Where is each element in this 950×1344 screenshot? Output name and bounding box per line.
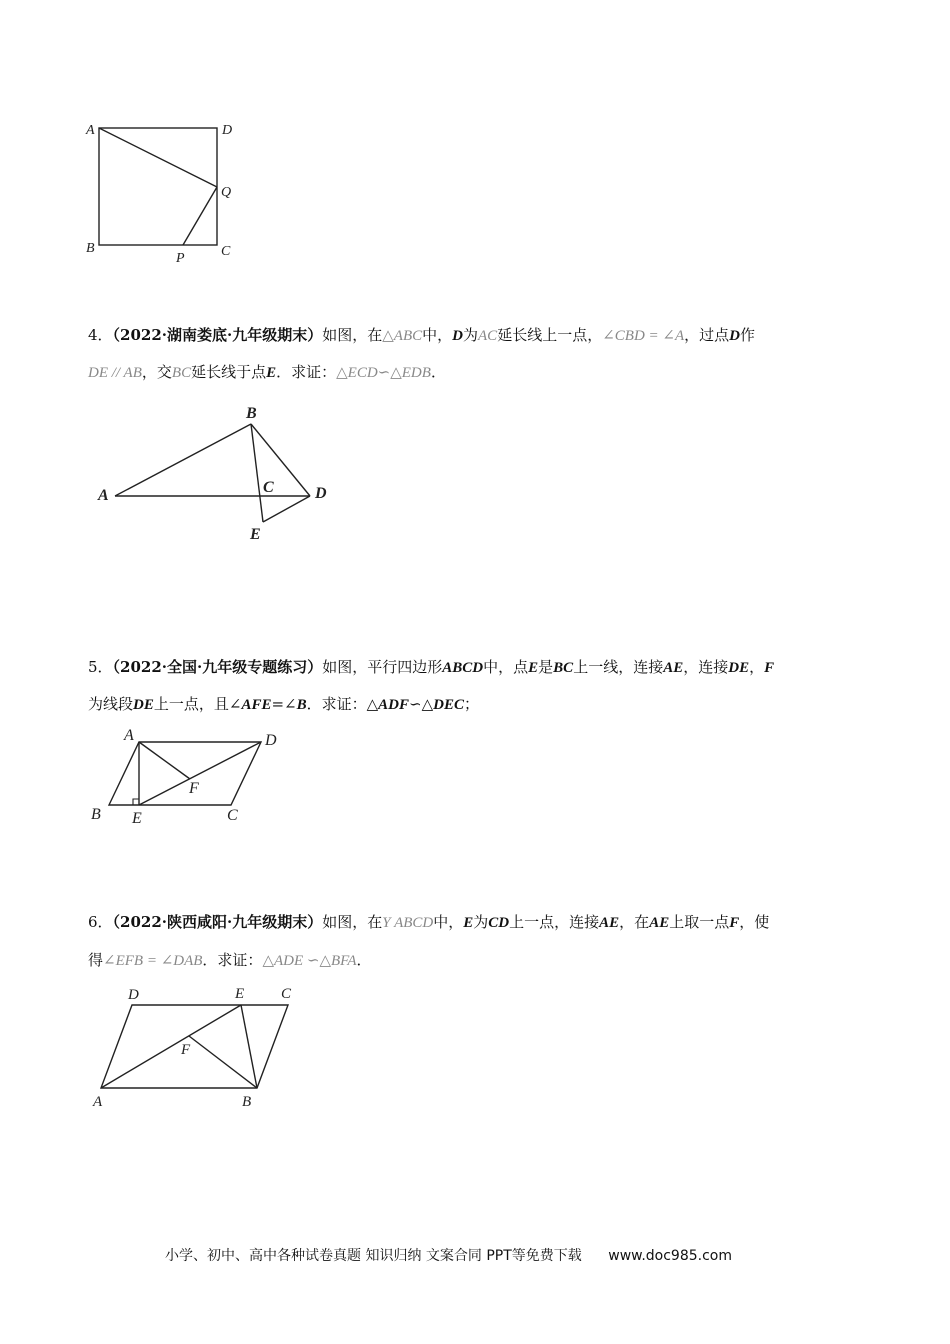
q6-text: ．求证： bbox=[202, 951, 263, 969]
q4-text: 如图，在 bbox=[322, 326, 383, 344]
label-a: A bbox=[98, 487, 109, 504]
q6-math: AE bbox=[649, 915, 670, 931]
q5-math: DE bbox=[133, 697, 154, 713]
q6-line-2 bbox=[88, 950, 372, 971]
q5-math: ADF bbox=[378, 697, 409, 713]
q5-math: DEC bbox=[433, 697, 464, 713]
q4-math: D bbox=[452, 328, 463, 344]
segment-ed bbox=[139, 742, 261, 805]
q5-math: BC bbox=[553, 660, 574, 676]
label-c: C bbox=[281, 986, 292, 1002]
q6-math: F bbox=[729, 915, 740, 931]
q4-text: ，交 bbox=[141, 363, 172, 381]
q5-text: 是 bbox=[538, 658, 554, 676]
q5-text: 如图，平行四边形 bbox=[322, 658, 443, 676]
q4-math: DE // AB bbox=[88, 365, 142, 381]
q4-text: 延长线上一点， bbox=[497, 326, 603, 344]
q6-text: 为 bbox=[473, 913, 489, 931]
q5-math: F bbox=[764, 660, 775, 676]
segment-be bbox=[251, 424, 263, 522]
q4-text: ． bbox=[430, 363, 446, 381]
q5-text: ．求证：△ bbox=[306, 695, 379, 713]
segment-eb bbox=[241, 1005, 257, 1088]
label-p: P bbox=[176, 251, 185, 266]
q5-text: =∠ bbox=[271, 695, 297, 713]
label-f: F bbox=[181, 1042, 191, 1058]
q5-math: E bbox=[528, 660, 539, 676]
parallelogram-abcd bbox=[101, 1005, 288, 1088]
q6-math: AE bbox=[599, 915, 620, 931]
q5-line-1 bbox=[88, 657, 774, 678]
q4-math: △ECD∽△EDB bbox=[336, 365, 431, 381]
q6-number: 6． bbox=[88, 913, 113, 931]
q6-math: ∠EFB = ∠DAB bbox=[103, 953, 203, 969]
q5-text: 上一点，且∠ bbox=[153, 695, 242, 713]
q5-text: ，连接 bbox=[683, 658, 729, 676]
q6-line-1 bbox=[88, 912, 769, 933]
q6-source: （2022·陕西咸阳·九年级期末） bbox=[112, 913, 323, 931]
parallelogram-abcd bbox=[109, 742, 261, 805]
q5-math: ABCD bbox=[442, 660, 484, 676]
label-c: C bbox=[263, 479, 274, 496]
q5-text: ； bbox=[463, 695, 479, 713]
q4-math: D bbox=[729, 328, 740, 344]
label-d: D bbox=[222, 123, 233, 138]
q4-math: ∠CBD = ∠A bbox=[602, 328, 685, 344]
segment-de bbox=[263, 496, 310, 522]
segment-ae bbox=[101, 1005, 241, 1088]
q5-math: B bbox=[296, 697, 307, 713]
q4-text: 为 bbox=[463, 326, 479, 344]
q4-text: ．求证： bbox=[276, 363, 337, 381]
q6-text: 中， bbox=[433, 913, 464, 931]
label-b: B bbox=[91, 806, 101, 823]
figure-q4-triangle bbox=[90, 398, 350, 548]
q6-math: △ADE ∽△BFA bbox=[262, 953, 357, 969]
q5-math: DE bbox=[728, 660, 750, 676]
q4-math: E bbox=[266, 365, 277, 381]
figure-q6-parallelogram bbox=[85, 982, 305, 1112]
label-a: A bbox=[124, 727, 134, 744]
label-d: D bbox=[265, 732, 277, 749]
label-q: Q bbox=[221, 185, 232, 200]
segment-aq bbox=[99, 128, 217, 187]
q4-source: （2022·湖南娄底·九年级期末） bbox=[112, 326, 323, 344]
q4-text: 中， bbox=[422, 326, 453, 344]
label-a: A bbox=[86, 123, 95, 138]
q5-text: 为线段 bbox=[88, 695, 134, 713]
segment-qp bbox=[183, 187, 217, 245]
q4-text: ，过点 bbox=[684, 326, 730, 344]
page-footer bbox=[165, 1245, 732, 1265]
square-abcd bbox=[99, 128, 217, 245]
q6-text: 上取一点 bbox=[669, 913, 730, 931]
q4-number: 4． bbox=[88, 326, 113, 344]
footer-text: 小学、初中、高中各种试卷真题 知识归纳 文案合同 PPT等免费下载 bbox=[165, 1248, 582, 1264]
q6-math: Y ABCD bbox=[382, 915, 434, 931]
q6-text: 如图，在 bbox=[322, 913, 383, 931]
label-b: B bbox=[246, 405, 257, 422]
label-d: D bbox=[315, 485, 327, 502]
label-d: D bbox=[128, 987, 139, 1003]
q5-source: （2022·全国·九年级专题练习） bbox=[112, 658, 323, 676]
q4-math: AC bbox=[478, 328, 498, 344]
label-c: C bbox=[227, 807, 238, 824]
label-b: B bbox=[242, 1094, 252, 1110]
q6-text: 上一点，连接 bbox=[509, 913, 600, 931]
q4-line-1 bbox=[88, 325, 755, 346]
q5-line-2 bbox=[88, 694, 479, 715]
q4-line-2 bbox=[88, 362, 446, 383]
q5-text: ， bbox=[749, 658, 765, 676]
segment-ab bbox=[115, 424, 251, 496]
segment-fb bbox=[189, 1036, 257, 1088]
footer-link[interactable]: www.doc985.com bbox=[608, 1248, 732, 1264]
q5-math: AE bbox=[663, 660, 684, 676]
segment-af bbox=[139, 742, 190, 779]
label-f: F bbox=[189, 780, 199, 797]
q5-number: 5． bbox=[88, 658, 113, 676]
right-angle-mark bbox=[133, 799, 139, 805]
q5-text: 中，点 bbox=[483, 658, 529, 676]
segment-bd bbox=[251, 424, 310, 496]
label-e: E bbox=[132, 810, 142, 827]
q5-text: ∽△ bbox=[409, 695, 434, 713]
q6-text: ． bbox=[356, 951, 372, 969]
label-a: A bbox=[93, 1094, 103, 1110]
label-b: B bbox=[86, 241, 95, 256]
label-c: C bbox=[221, 244, 231, 259]
q5-math: AFE bbox=[241, 697, 272, 713]
q4-text: 作 bbox=[739, 326, 755, 344]
figure-q3-square bbox=[80, 118, 250, 268]
q5-text: 上一线，连接 bbox=[573, 658, 664, 676]
q6-text: ，在 bbox=[619, 913, 650, 931]
q4-math: △ABC bbox=[382, 328, 423, 344]
q4-math: BC bbox=[171, 365, 192, 381]
q6-math: E bbox=[463, 915, 474, 931]
figure-q5-parallelogram bbox=[86, 726, 296, 832]
q6-text: ，使 bbox=[739, 913, 770, 931]
q6-math: CD bbox=[488, 915, 510, 931]
q4-text: 延长线于点 bbox=[191, 363, 267, 381]
label-e: E bbox=[235, 986, 245, 1002]
q6-text: 得 bbox=[88, 951, 104, 969]
label-e: E bbox=[250, 526, 261, 543]
